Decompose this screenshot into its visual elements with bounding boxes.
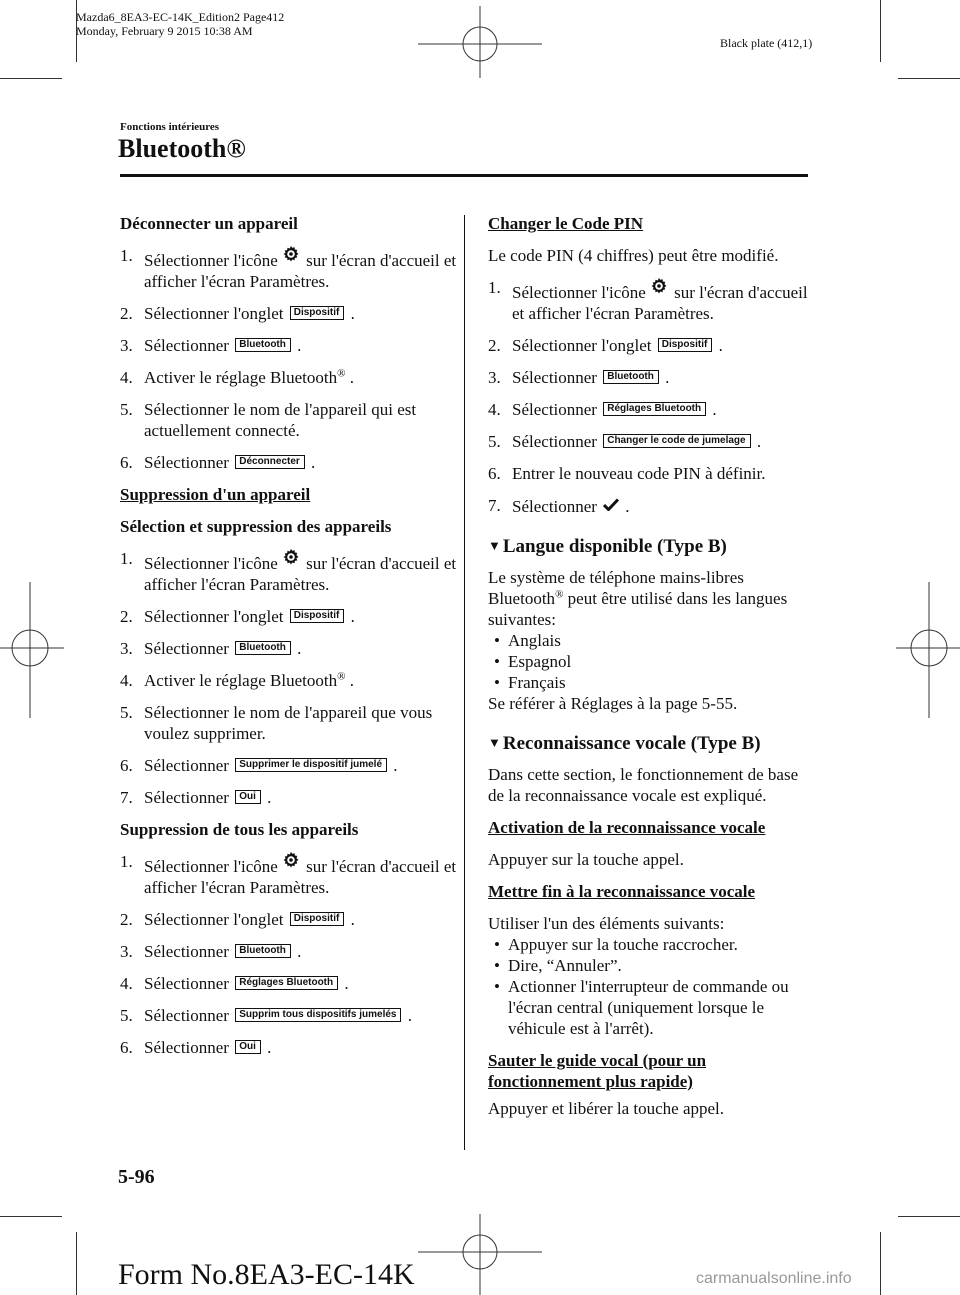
step-post: . — [349, 671, 354, 690]
list-item — [120, 335, 460, 356]
step-post: sur l'écran d'accueil et afficher l'écran Paramètres. — [144, 554, 457, 594]
language-intro-a: Le système de téléphone mains-libres Bluetooth — [488, 568, 744, 608]
list-item — [488, 367, 818, 388]
step-pre: Entrer le nouveau code PIN à définir. — [512, 464, 766, 483]
step-pre: Sélectionner — [512, 497, 597, 516]
step-text — [512, 399, 818, 420]
list-item — [488, 463, 818, 484]
step-text — [144, 548, 460, 595]
screen-button-label: Bluetooth — [235, 338, 291, 352]
step-number: 3. — [488, 368, 501, 387]
step-pre: Sélectionner — [144, 1006, 229, 1025]
list-item — [488, 955, 818, 976]
bullet-text: Dire, “Annuler”. — [508, 956, 622, 975]
step-pre: Sélectionner — [144, 756, 229, 775]
print-meta-line1: Mazda6_8EA3-EC-14K_Edition2 Page412 — [76, 10, 285, 24]
step-pre: Sélectionner l'onglet — [144, 304, 284, 323]
step-number: 6. — [488, 464, 501, 483]
step-pre: Sélectionner le nom de l'appareil qui est actuellement connecté. — [144, 400, 417, 440]
step-pre: Sélectionner — [144, 336, 229, 355]
print-meta — [76, 10, 284, 38]
step-post: . — [267, 788, 272, 807]
list-item — [120, 973, 460, 994]
end-list — [488, 934, 818, 1039]
step-number: 7. — [120, 788, 133, 807]
step-text — [144, 1037, 460, 1058]
list-item — [120, 755, 460, 776]
column-divider — [464, 215, 465, 1150]
list-item — [120, 303, 460, 324]
form-number: Form No.8EA3-EC-14K — [118, 1258, 415, 1291]
left-column — [120, 213, 460, 1069]
step-post: . — [350, 910, 355, 929]
screen-button-label: Bluetooth — [603, 370, 659, 384]
step-number: 1. — [120, 852, 133, 871]
list-item — [488, 335, 818, 356]
bullet-text: Espagnol — [508, 652, 572, 671]
step-text — [144, 245, 460, 292]
bullet-text: Actionner l'interrupteur de commande ou l'écran central (uniquement lorsque le véhicule est à l'arrêt). — [508, 977, 789, 1038]
step-pre: Sélectionner — [144, 453, 229, 472]
screen-button-label: Réglages Bluetooth — [603, 402, 706, 416]
language-reference: Se référer à Réglages à la page 5-55. — [488, 694, 738, 713]
list-item — [120, 702, 460, 744]
step-text — [512, 367, 818, 388]
step-text — [144, 787, 460, 808]
right-column — [488, 213, 818, 1130]
disconnect-title: Déconnecter un appareil — [120, 214, 298, 233]
bullet-icon: • — [494, 652, 500, 671]
registered-mark: ® — [337, 670, 346, 683]
step-number: 2. — [120, 607, 133, 626]
step-post: . — [297, 639, 302, 658]
step-post: . — [393, 756, 398, 775]
list-item — [120, 638, 460, 659]
list-item — [120, 851, 460, 898]
screen-button-label: Dispositif — [290, 609, 345, 623]
step-number: 3. — [120, 639, 133, 658]
step-number: 5. — [488, 432, 501, 451]
step-number: 3. — [120, 336, 133, 355]
section-label: Fonctions intérieures — [120, 121, 220, 133]
step-pre: Sélectionner — [512, 368, 597, 387]
list-item — [488, 630, 818, 651]
step-number: 7. — [488, 496, 501, 515]
list-item — [120, 452, 460, 473]
step-text — [144, 973, 460, 994]
step-text — [144, 670, 460, 691]
list-item — [120, 548, 460, 595]
checkmark-icon — [603, 495, 619, 508]
list-item — [120, 245, 460, 292]
list-item — [120, 367, 460, 388]
bullet-icon: • — [494, 673, 500, 692]
step-number: 2. — [120, 304, 133, 323]
step-post: . — [350, 607, 355, 626]
step-pre: Sélectionner l'onglet — [144, 910, 284, 929]
step-post: . — [350, 304, 355, 323]
step-number: 2. — [488, 336, 501, 355]
step-post: . — [297, 942, 302, 961]
step-text — [512, 277, 818, 324]
list-item — [488, 399, 818, 420]
step-text — [512, 463, 818, 484]
step-pre: Sélectionner l'icône — [144, 251, 278, 270]
delete-all-steps — [120, 851, 460, 1058]
step-number: 4. — [120, 974, 133, 993]
list-item — [488, 934, 818, 955]
step-number: 1. — [488, 278, 501, 297]
pin-intro: Le code PIN (4 chiffres) peut être modifié. — [488, 246, 779, 265]
step-post: . — [407, 1006, 412, 1025]
list-item — [488, 651, 818, 672]
step-text — [144, 851, 460, 898]
screen-button-label: Supprimer le dispositif jumelé — [235, 758, 387, 772]
list-item — [488, 277, 818, 324]
step-text — [512, 495, 818, 517]
language-intro — [488, 567, 818, 630]
select-delete-steps — [120, 548, 460, 808]
voice-heading-text: Reconnaissance vocale (Type B) — [502, 733, 761, 754]
step-post: . — [311, 453, 316, 472]
print-meta-line2: Monday, February 9 2015 10:38 AM — [76, 24, 253, 38]
step-post: . — [297, 336, 302, 355]
step-number: 4. — [488, 400, 501, 419]
step-text — [144, 367, 460, 388]
step-post: . — [344, 974, 349, 993]
step-number: 6. — [120, 453, 133, 472]
screen-button-label: Déconnecter — [235, 455, 305, 469]
step-pre: Sélectionner — [144, 942, 229, 961]
step-pre: Activer le réglage Bluetooth — [144, 368, 338, 387]
list-item — [120, 1005, 460, 1026]
language-heading — [488, 535, 818, 557]
language-heading-text: Langue disponible (Type B) — [502, 536, 727, 557]
triangle-down-icon: ▼ — [488, 538, 501, 553]
step-number: 5. — [120, 1006, 133, 1025]
step-pre: Sélectionner — [512, 432, 597, 451]
bullet-text: Anglais — [508, 631, 561, 650]
step-pre: Sélectionner — [144, 639, 229, 658]
step-pre: Sélectionner l'icône — [512, 283, 646, 302]
step-post: sur l'écran d'accueil et afficher l'écran Paramètres. — [512, 283, 808, 323]
bullet-icon: • — [494, 935, 500, 954]
voice-intro: Dans cette section, le fonctionnement de base de la reconnaissance vocale est expliqué. — [488, 765, 799, 805]
step-post: . — [718, 336, 723, 355]
step-number: 4. — [120, 671, 133, 690]
language-list — [488, 630, 818, 693]
screen-button-label: Dispositif — [290, 306, 345, 320]
pin-title: Changer le Code PIN — [488, 214, 644, 233]
bullet-icon: • — [494, 977, 500, 996]
bullet-text: Appuyer sur la touche raccrocher. — [508, 935, 738, 954]
end-intro: Utiliser l'un des éléments suivants: — [488, 914, 725, 933]
activate-title: Activation de la reconnaissance vocale — [488, 818, 766, 837]
skip-text: Appuyer et libérer la touche appel. — [488, 1099, 725, 1118]
screen-button-label: Bluetooth — [235, 944, 291, 958]
step-post: sur l'écran d'accueil et afficher l'écran Paramètres. — [144, 251, 457, 291]
step-text — [144, 606, 460, 627]
step-number: 1. — [120, 549, 133, 568]
registered-mark: ® — [555, 588, 564, 601]
registered-mark: ® — [337, 367, 346, 380]
list-item — [120, 606, 460, 627]
step-number: 3. — [120, 942, 133, 961]
gear-icon — [282, 245, 300, 263]
screen-button-label: Bluetooth — [235, 641, 291, 655]
step-post: . — [625, 497, 630, 516]
screen-button-label: Oui — [235, 790, 261, 804]
step-pre: Sélectionner le nom de l'appareil que vous voulez supprimer. — [144, 703, 433, 743]
step-pre: Sélectionner l'onglet — [144, 607, 284, 626]
step-text — [144, 755, 460, 776]
language-intro-b: peut être utilisé dans les langues suivantes: — [488, 589, 788, 629]
list-item — [488, 495, 818, 517]
step-number: 6. — [120, 1038, 133, 1057]
screen-button-label: Changer le code de jumelage — [603, 434, 750, 448]
step-pre: Sélectionner l'onglet — [512, 336, 652, 355]
delete-all-title: Suppression de tous les appareils — [120, 820, 359, 839]
list-item — [120, 399, 460, 441]
deletion-title: Suppression d'un appareil — [120, 485, 311, 504]
step-post: . — [756, 432, 762, 451]
list-item — [120, 670, 460, 691]
step-post: . — [665, 368, 670, 387]
step-number: 6. — [120, 756, 133, 775]
list-item — [120, 1037, 460, 1058]
step-post: . — [267, 1038, 272, 1057]
bullet-text: Français — [508, 673, 566, 692]
list-item — [120, 787, 460, 808]
bullet-icon: • — [494, 631, 500, 650]
bullet-icon: • — [494, 956, 500, 975]
step-pre: Sélectionner l'icône — [144, 857, 278, 876]
voice-heading — [488, 732, 818, 754]
step-post: . — [349, 368, 354, 387]
step-text — [144, 909, 460, 930]
triangle-down-icon: ▼ — [488, 735, 501, 750]
watermark: carmanualsonline.info — [696, 1270, 852, 1287]
gear-icon — [282, 548, 300, 566]
activate-text: Appuyer sur la touche appel. — [488, 850, 684, 869]
step-text — [144, 303, 460, 324]
step-text — [144, 1005, 460, 1026]
list-item — [120, 909, 460, 930]
step-text — [144, 452, 460, 473]
step-number: 5. — [120, 400, 133, 419]
screen-button-label: Réglages Bluetooth — [235, 976, 338, 990]
page-number: 5-96 — [118, 1166, 155, 1188]
step-pre: Sélectionner — [144, 1038, 229, 1057]
step-pre: Activer le réglage Bluetooth — [144, 671, 338, 690]
step-number: 5. — [120, 703, 133, 722]
plate-label: Black plate (412,1) — [720, 36, 813, 50]
step-pre: Sélectionner — [512, 400, 597, 419]
screen-button-label: Dispositif — [658, 338, 713, 352]
step-text — [144, 335, 460, 356]
screen-button-label: Oui — [235, 1040, 261, 1054]
step-text — [512, 335, 818, 356]
step-text — [144, 702, 460, 744]
step-number: 4. — [120, 368, 133, 387]
step-number: 1. — [120, 246, 133, 265]
end-title: Mettre fin à la reconnaissance vocale — [488, 882, 756, 901]
step-pre: Sélectionner — [144, 788, 229, 807]
gear-icon — [282, 851, 300, 869]
step-pre: Sélectionner l'icône — [144, 554, 278, 573]
screen-button-label: Supprim tous dispositifs jumelés — [235, 1008, 401, 1022]
step-pre: Sélectionner — [144, 974, 229, 993]
gear-icon — [650, 277, 668, 295]
step-post: . — [712, 400, 717, 419]
disconnect-steps — [120, 245, 460, 473]
skip-title: Sauter le guide vocal (pour un fonctionnement plus rapide) — [488, 1051, 707, 1091]
step-number: 2. — [120, 910, 133, 929]
step-text — [144, 941, 460, 962]
list-item — [488, 431, 818, 452]
step-text — [144, 399, 460, 441]
step-post: sur l'écran d'accueil et afficher l'écran Paramètres. — [144, 857, 457, 897]
pin-steps — [488, 277, 818, 517]
page-title: Bluetooth® — [118, 134, 246, 163]
list-item — [488, 672, 818, 693]
screen-button-label: Dispositif — [290, 912, 345, 926]
list-item — [120, 941, 460, 962]
step-text — [512, 431, 818, 452]
title-rule — [120, 174, 808, 177]
list-item — [488, 976, 818, 1039]
step-text — [144, 638, 460, 659]
select-delete-title: Sélection et suppression des appareils — [120, 517, 392, 536]
